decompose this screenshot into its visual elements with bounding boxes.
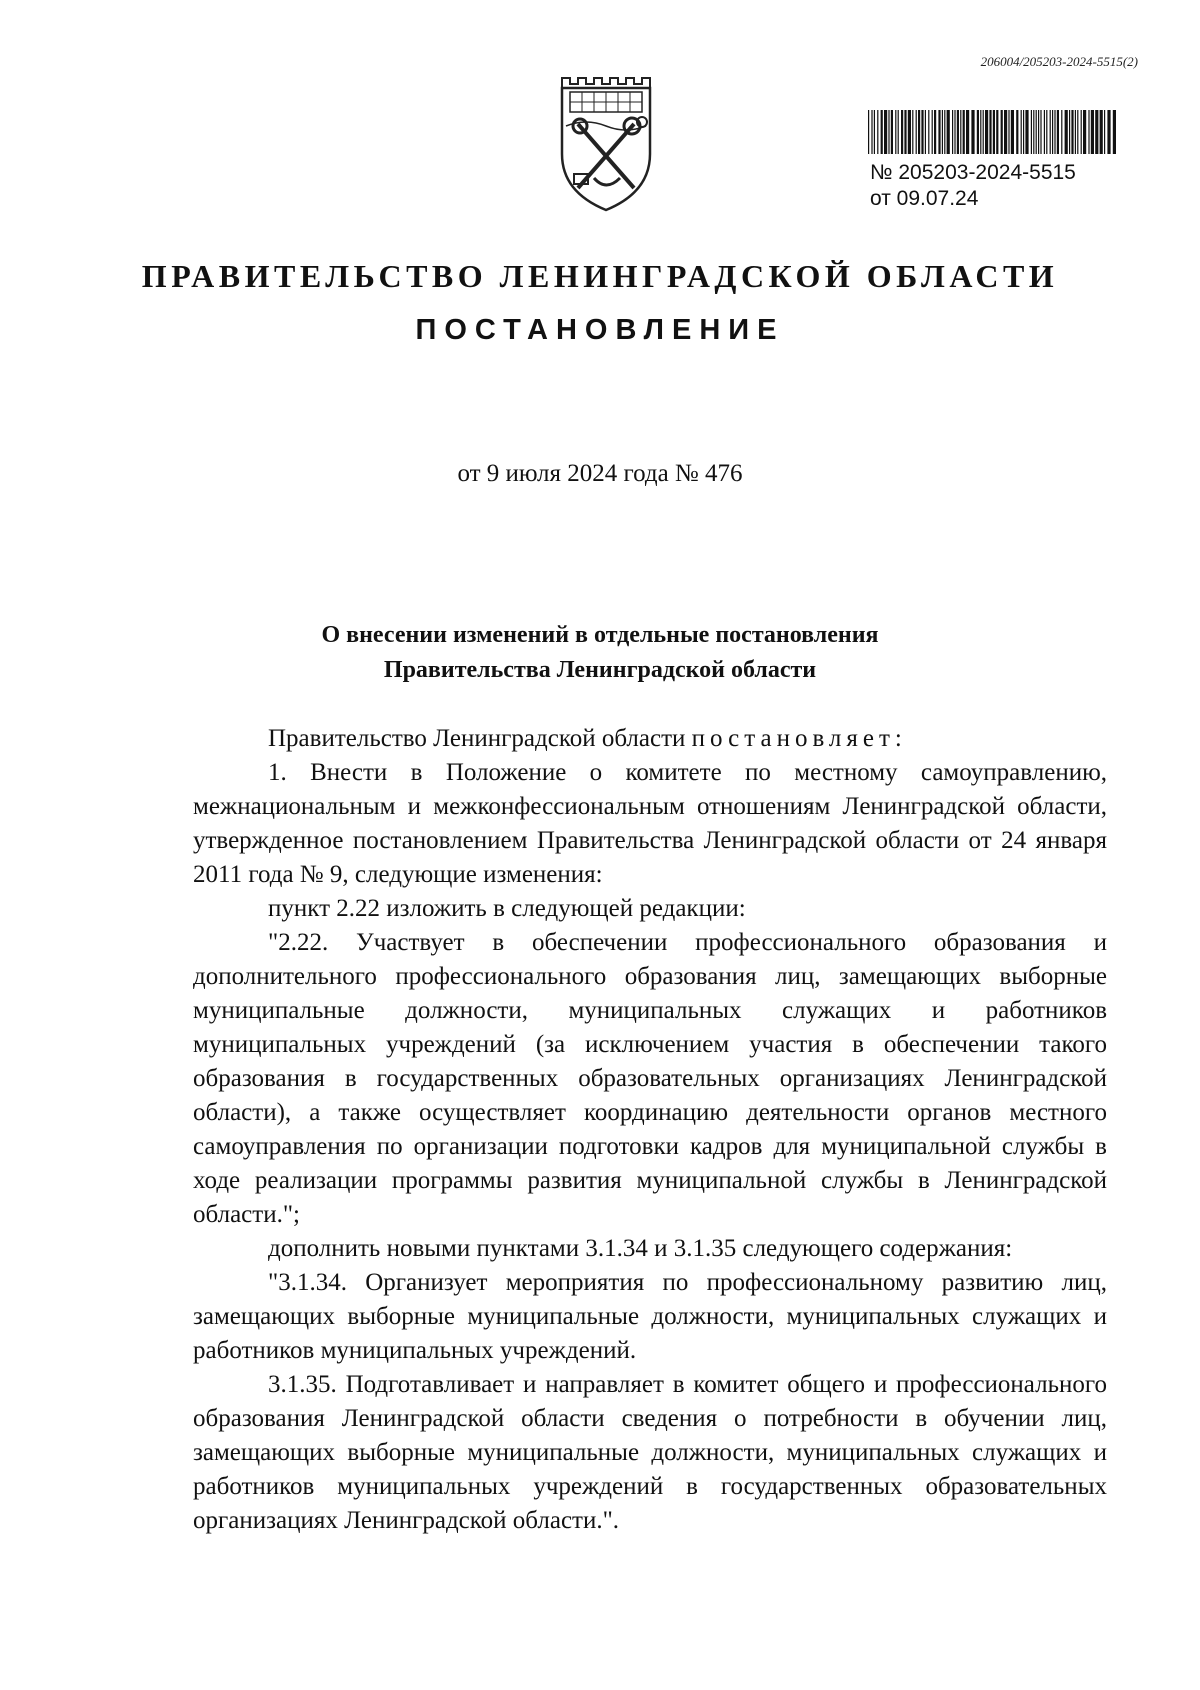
document-body <box>193 722 1107 1538</box>
paragraph-6: 3.1.35. Подготавливает и направляет в комитет общего и профессионального образования Ленинградской области сведения о потребности в обучении лиц, замещающих выборные муниципальные должности, муниципальных служащих и работников муниципальных учреждений в государственных образовательных организациях Ленинградской области.". <box>193 1371 1107 1534</box>
paragraph-5: "3.1.34. Организует мероприятия по профессиональному развитию лиц, замещающих выборные муниципальные должности, муниципальных служащих и работников муниципальных учреждений. <box>193 1269 1107 1364</box>
registration-number: № 205203-2024-5515 <box>870 161 1076 184</box>
paragraph-1: 1. Внести в Положение о комитете по местному самоуправлению, межнациональным и межконфессиональным отношениям Ленинградской области, утвержденное постановлением Правительства Ленинградской области от 24 января 2011 года № 9, следующие изменения: <box>193 759 1107 888</box>
coat-of-arms-icon <box>556 74 656 214</box>
preamble-subject: Правительство Ленинградской области <box>268 725 686 752</box>
registration-date: от 09.07.24 <box>870 187 979 210</box>
paragraph-4: дополнить новыми пунктами 3.1.34 и 3.1.35 следующего содержания: <box>268 1235 1013 1262</box>
title-line-1: О внесении изменений в отдельные постановления <box>321 622 879 648</box>
document-reference-code: 206004/205203-2024-5515(2) <box>980 54 1138 69</box>
preamble-verb: постановляет: <box>691 725 907 752</box>
preamble <box>193 722 1107 756</box>
paragraph-3: "2.22. Участвует в обеспечении профессионального образования и дополнительного профессионального образования лиц, замещающих выборные муниципальные должности, муниципальных служащих и работников муниципальных учреждений (за исключением участия в обеспечении такого образования в государственных образовательных организациях Ленинградской области), а также осуществляет координацию деятельности органов местного самоуправления по организации подготовки кадров для муниципальной службы в ходе реализации программы развития муниципальной службы в Ленинградской области."; <box>193 929 1107 1228</box>
document-date-number: от 9 июля 2024 года № 476 <box>457 460 743 487</box>
barcode-icon <box>868 110 1118 154</box>
registration-block <box>870 160 1076 212</box>
issuing-authority: ПРАВИТЕЛЬСТВО ЛЕНИНГРАДСКОЙ ОБЛАСТИ <box>141 258 1059 294</box>
paragraph-2: пункт 2.22 изложить в следующей редакции: <box>268 895 746 922</box>
document-kind: ПОСТАНОВЛЕНИЕ <box>415 314 785 346</box>
document-title <box>0 618 1200 688</box>
title-line-2: Правительства Ленинградской области <box>383 657 817 683</box>
